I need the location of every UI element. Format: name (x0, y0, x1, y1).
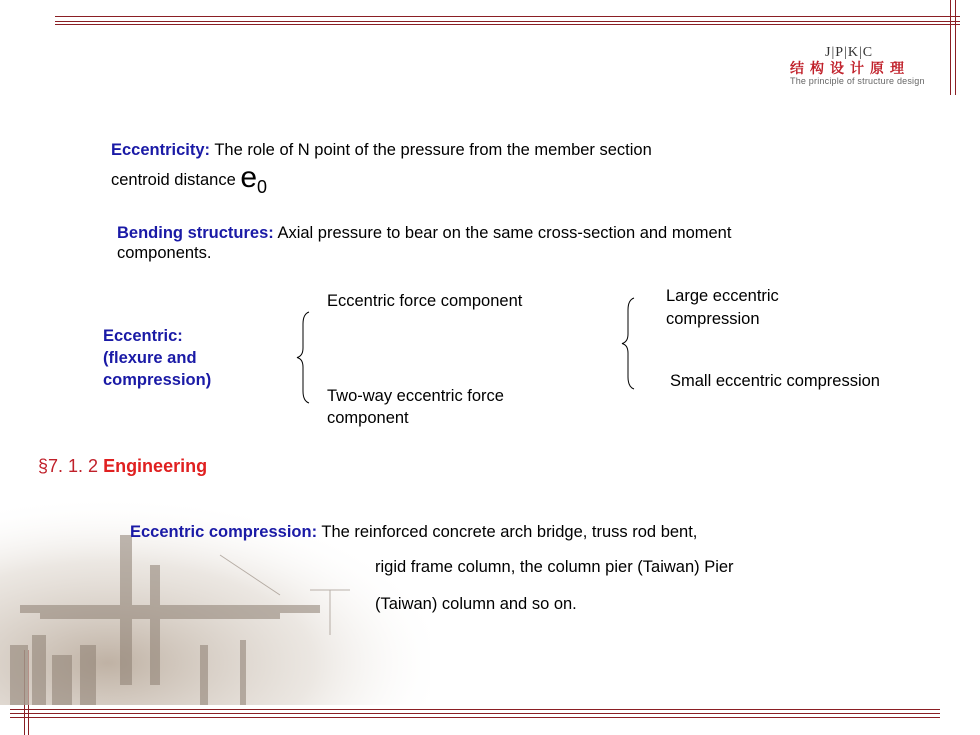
engineering-text-1: The reinforced concrete arch bridge, truss rod bent, (317, 523, 698, 541)
eccentricity-line-1 (111, 139, 652, 161)
bending-text: Axial pressure to bear on the same cross-section and moment (273, 224, 732, 242)
component-3: component (327, 409, 409, 427)
compression-3: Small eccentric compression (670, 372, 880, 390)
bottom-rule-3 (10, 717, 940, 718)
eccentric-label-1: Eccentric: (103, 327, 183, 345)
section-title: Engineering (103, 456, 208, 476)
engineering-line-3: (Taiwan) column and so on. (375, 595, 577, 613)
bending-line2: components. (117, 244, 212, 262)
section-number: §7. 1. 2 (38, 456, 104, 476)
eccentric-label-3: compression) (103, 371, 212, 389)
logo-english: The principle of structure design (790, 76, 925, 86)
bending-line-2 (117, 242, 211, 264)
left-brace (295, 310, 315, 405)
bottom-rule-2 (10, 713, 940, 714)
compression-1: Large eccentric (666, 287, 779, 305)
bending-term: Bending structures: (117, 224, 274, 242)
eccentricity-text: The role of N point of the pressure from the member section (210, 141, 652, 159)
right-rule-2 (955, 0, 956, 95)
bending-line-1 (117, 222, 731, 244)
top-rule-1 (55, 16, 960, 17)
engineering-line-1 (130, 521, 697, 543)
bottom-rule-1 (10, 709, 940, 710)
logo-letters: J|P|K|C (825, 45, 874, 60)
eccentricity-line2: centroid distance (111, 171, 241, 189)
eccentricity-line-2 (111, 161, 268, 198)
top-rule-2 (55, 21, 960, 22)
logo-chinese: 结构设计原理 (790, 61, 910, 77)
eccentricity-term: Eccentricity: (111, 141, 211, 159)
e-subscript: 0 (257, 177, 268, 197)
e0-symbol (240, 161, 268, 197)
component-1: Eccentric force component (327, 292, 523, 310)
top-rule-3 (55, 24, 960, 25)
compression-2: compression (666, 310, 760, 328)
right-brace (620, 296, 640, 391)
right-rule-1 (950, 0, 951, 95)
engineering-term: Eccentric compression: (130, 523, 318, 541)
section-heading (38, 455, 207, 477)
e-letter: e (240, 161, 258, 194)
engineering-line-2: rigid frame column, the column pier (Taiwan) Pier (375, 558, 734, 576)
component-2: Two-way eccentric force (327, 387, 504, 405)
eccentric-label-2: (flexure and (103, 349, 197, 367)
